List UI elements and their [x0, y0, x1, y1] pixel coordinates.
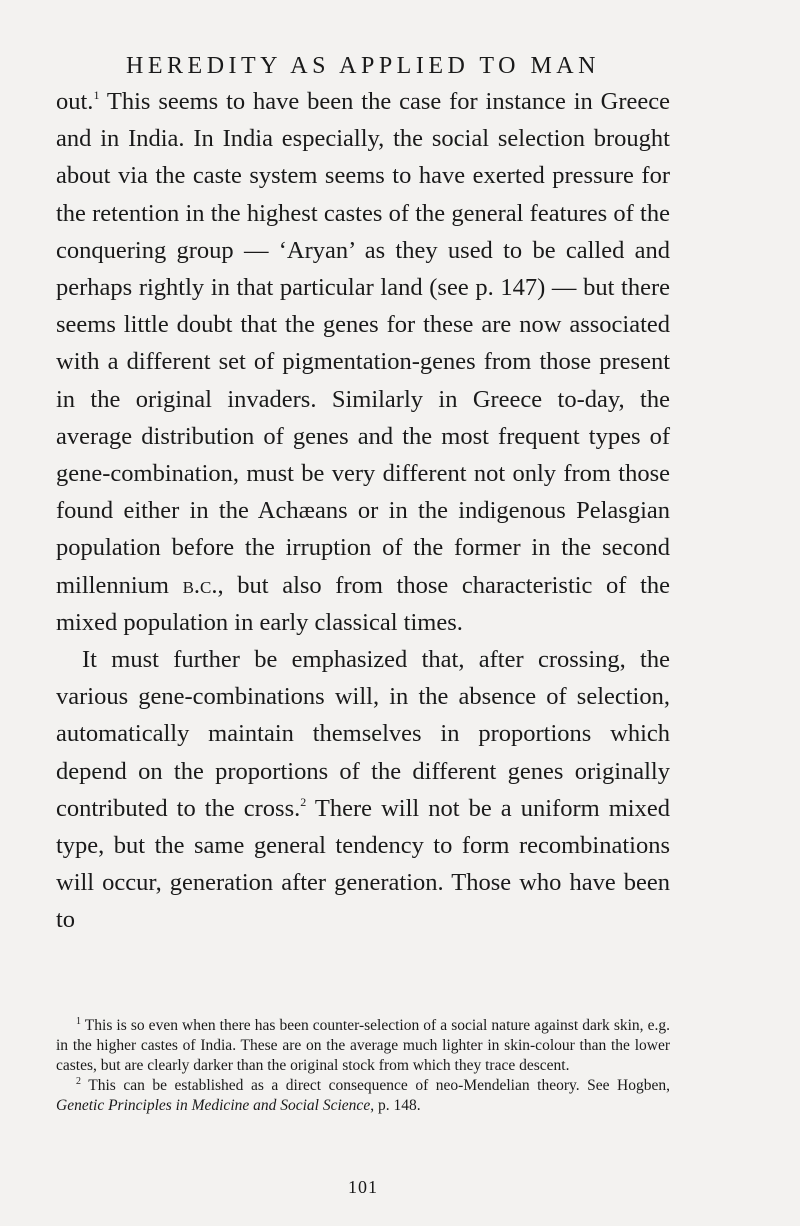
body-text [56, 83, 670, 939]
paragraph-2 [56, 641, 670, 939]
footnote-2-text-end: , p. 148. [370, 1097, 421, 1114]
footnote-1-mark: 1 [76, 1016, 81, 1027]
footnote-2-text: This can be established as a direct consequence of neo-Mendelian theory. See Hogben, [81, 1077, 670, 1094]
paragraph-2-end: There will not be a uniform mixed type, but the same general tendency to form recombinations will occur, generation after generation. Those who have been to [56, 794, 670, 934]
footnote-2-book-title: Genetic Principles in Medicine and Social Science [56, 1097, 371, 1114]
footnote-1-text: This is so even when there has been counter-selection of a social nature against dark skin, e.g. in the higher castes of India. These are on the average much lighter in skin-colour than the lower castes, but are clearly darker than the original stock from which they trace descent. [56, 1017, 670, 1074]
footnotes [56, 1016, 670, 1116]
paragraph-1-start: out. [56, 88, 94, 115]
footnote-2 [56, 1076, 670, 1116]
paragraph-1-end: , but also from those characteristic of the mixed population in early classical times. [56, 571, 671, 636]
footnote-2-mark: 2 [76, 1076, 81, 1087]
footnote-ref-2: 2 [300, 794, 307, 809]
footnote-ref-1: 1 [93, 88, 100, 102]
paragraph-1-middle: This seems to have been the case for instance in Greece and in India. In India especially, the social selection brought about via the caste system seems to have exerted pressure for the retention in the highest castes of the general features of the conquering group — ‘Aryan’ as they used to be called and perhaps rightly in that particular land (see p. 147) — but there seems little doubt that the genes for these are now associated with a different set of pigmentation-genes from those present in the original invaders. Similarly in Greece to-day, the average distribution of genes and the most frequent types of gene-combination, must be very different not only from those found either in the Achæans or in the indigenous Pelasgian population before the irruption of the former in the second millennium [56, 88, 670, 599]
paragraph-1 [56, 83, 670, 641]
running-head: HEREDITY AS APPLIED TO MAN [126, 53, 600, 79]
paragraph-2-start: It must further be emphasized that, after crossing, the various gene-combinations will, in the absence of selection, automatically maintain themselves in proportions which depend on the proportions of the different genes originally contributed to the cross. [56, 646, 670, 822]
page-number: 101 [348, 1177, 378, 1197]
era-abbreviation: b.c. [182, 571, 218, 599]
footnote-1 [56, 1016, 670, 1076]
